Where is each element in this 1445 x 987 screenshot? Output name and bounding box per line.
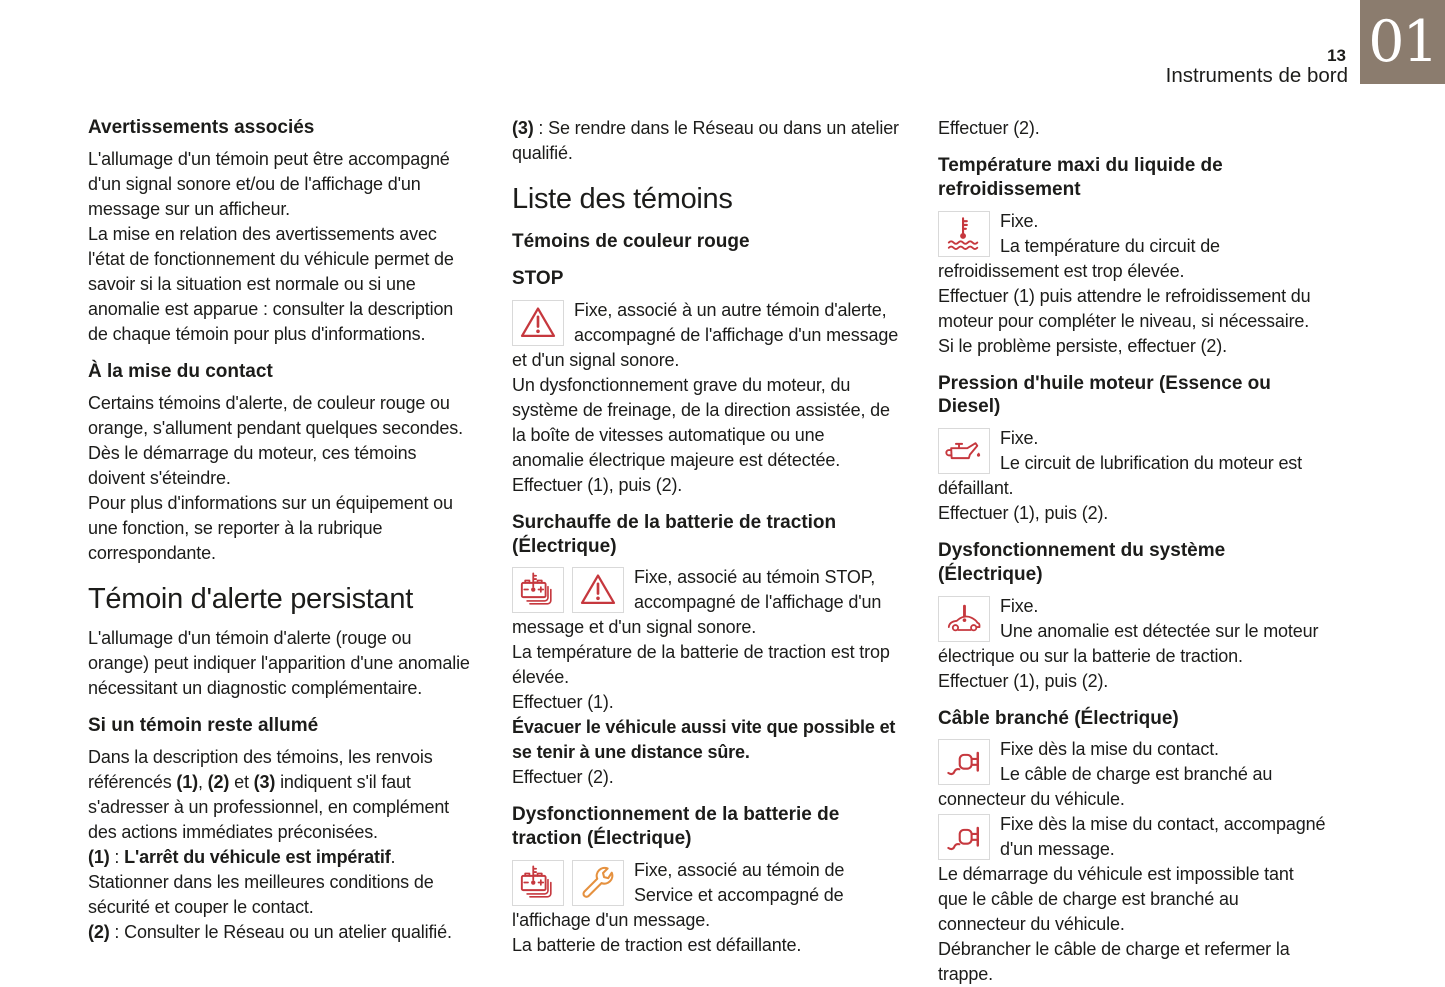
sub-heading: Pression d'huile moteur (Essence ou Diesel) bbox=[938, 372, 1271, 418]
text-run: . bbox=[390, 846, 396, 867]
paragraph bbox=[88, 626, 473, 701]
sub-heading: Câble branché (Électrique) bbox=[938, 707, 1179, 729]
text-run: La batterie de traction est défaillante. bbox=[512, 934, 802, 955]
text-run: Effectuer (1), puis (2). bbox=[512, 474, 683, 495]
paragraph bbox=[88, 920, 473, 945]
paragraph bbox=[512, 715, 899, 765]
text-run: Le circuit de lubrification du moteur est défaillant. bbox=[938, 453, 1303, 498]
paragraph bbox=[88, 147, 473, 222]
warning-triangle-icon bbox=[572, 567, 624, 613]
column-right bbox=[938, 116, 1328, 987]
paragraph bbox=[938, 937, 1328, 987]
paragraph bbox=[88, 491, 473, 566]
paragraph bbox=[512, 640, 899, 690]
paragraph bbox=[938, 426, 1328, 451]
indicator-icon-row bbox=[938, 428, 990, 474]
text-run: Fixe. bbox=[1000, 428, 1039, 448]
text-run: Fixe, associé à un autre témoin d'alerte, accompagné de l'affichage d'un message et d'un signal sonore. bbox=[512, 299, 899, 370]
bold-text: (3) bbox=[253, 771, 276, 792]
text-run: Effectuer (1), puis (2). bbox=[938, 670, 1109, 691]
chapter-tab bbox=[1360, 0, 1445, 84]
text-run: Dans la description des témoins, les renvois référencés bbox=[88, 746, 433, 792]
text-run: Fixe. bbox=[1000, 210, 1039, 231]
text-run: La mise en relation des avertissements avec l'état de fonctionnement du véhicule permet de savoir si la situation est normale ou si une anomalie est apparue : consulter la description de chaque témoin pour plus d'informations. bbox=[88, 223, 454, 344]
indicator-icon-row bbox=[938, 739, 990, 785]
wrench-icon bbox=[572, 860, 624, 906]
paragraph bbox=[512, 298, 899, 373]
text-run: Certains témoins d'alerte, de couleur rouge ou orange, s'allument pendant quelques secondes. Dès le démarrage du moteur, ces témoins doivent s'éteindre. bbox=[88, 392, 463, 488]
sub-heading: Avertissements associés bbox=[88, 117, 315, 138]
paragraph bbox=[88, 845, 473, 870]
paragraph bbox=[512, 765, 899, 790]
paragraph bbox=[938, 234, 1328, 284]
sub-heading: Température maxi du liquide de refroidissement bbox=[938, 155, 1223, 200]
text-run: : bbox=[109, 846, 125, 867]
paragraph bbox=[512, 473, 899, 498]
paragraph bbox=[512, 933, 899, 958]
page-content bbox=[88, 116, 1328, 987]
text-run: Un dysfonctionnement grave du moteur, du système de freinage, de la direction assistée, de la boîte de vitesses automatique ou une anomalie électrique majeure est détectée. bbox=[512, 374, 890, 470]
paragraph bbox=[938, 116, 1328, 141]
paragraph bbox=[938, 669, 1328, 694]
charging-cable-icon bbox=[938, 814, 990, 860]
sub-heading: Dysfonctionnement du système (Électrique) bbox=[938, 540, 1226, 585]
sub-heading: Surchauffe de la batterie de traction (Électrique) bbox=[512, 511, 837, 557]
paragraph bbox=[938, 501, 1328, 526]
paragraph bbox=[938, 762, 1328, 812]
paragraph bbox=[938, 451, 1328, 501]
column-left bbox=[88, 116, 473, 987]
indicator-icon-row bbox=[512, 567, 624, 613]
text-run: Effectuer (1) puis attendre le refroidissement du moteur pour compléter le niveau, si nécessaire. Si le problème persiste, effectuer (2). bbox=[938, 285, 1311, 356]
indicator-icon-row bbox=[938, 814, 990, 860]
text-run: indiquent s'il faut s'adresser à un professionnel, en complément des actions immédiates préconisées. bbox=[88, 771, 450, 842]
battery-temperature-icon bbox=[512, 860, 564, 906]
text-run: : Consulter le Réseau ou un atelier qualifié. bbox=[109, 921, 452, 942]
text-run: Le démarrage du véhicule est impossible tant que le câble de charge est branché au connecteur du véhicule. bbox=[938, 864, 1294, 935]
paragraph bbox=[938, 862, 1328, 937]
text-run: Effectuer (2). bbox=[938, 118, 1040, 138]
warning-triangle-icon bbox=[512, 300, 564, 346]
text-run: : Se rendre dans le Réseau ou dans un atelier qualifié. bbox=[512, 118, 899, 163]
sub-heading: STOP bbox=[512, 268, 564, 290]
sub-heading: Témoins de couleur rouge bbox=[512, 231, 750, 253]
paragraph bbox=[938, 737, 1328, 762]
paragraph bbox=[938, 594, 1328, 619]
text-run: L'allumage d'un témoin peut être accompagné d'un signal sonore et/ou de l'affichage d'un message sur un afficheur. bbox=[88, 148, 450, 219]
text-run: Pour plus d'informations sur un équipement ou une fonction, se reporter à la rubrique correspondante. bbox=[88, 492, 453, 563]
paragraph bbox=[512, 690, 899, 715]
paragraph bbox=[938, 284, 1328, 359]
indicator-icon-row bbox=[938, 596, 990, 642]
text-run: Fixe dès la mise du contact, accompagné d'un message. bbox=[1000, 814, 1326, 860]
text-run: Fixe, associé au témoin STOP, accompagné de l'affichage d'un message et d'un signal sonore. bbox=[512, 567, 882, 638]
text-run: Débrancher le câble de charge et refermer la trappe. bbox=[938, 939, 1290, 985]
sub-heading: Dysfonctionnement de la batterie de traction (Électrique) bbox=[512, 804, 840, 850]
sub-heading: Si un témoin reste allumé bbox=[88, 714, 319, 736]
text-run: Une anomalie est détectée sur le moteur électrique ou sur la batterie de traction. bbox=[938, 620, 1319, 666]
text-run: Stationner dans les meilleures conditions de sécurité et couper le contact. bbox=[88, 871, 434, 917]
text-run: et bbox=[229, 771, 254, 792]
text-run: La température du circuit de refroidissement est trop élevée. bbox=[938, 235, 1220, 281]
sub-heading: À la mise du contact bbox=[88, 360, 273, 382]
text-run: Le câble de charge est branché au connecteur du véhicule. bbox=[938, 764, 1273, 810]
column-center bbox=[512, 116, 899, 987]
paragraph bbox=[512, 373, 899, 473]
paragraph bbox=[88, 391, 473, 491]
paragraph bbox=[88, 745, 473, 845]
paragraph bbox=[512, 116, 899, 166]
bold-text: (2) bbox=[207, 771, 230, 792]
paragraph bbox=[88, 222, 473, 347]
text-run: Fixe. bbox=[1000, 595, 1039, 616]
chapter-number: 01 bbox=[1368, 9, 1437, 75]
text-run: Fixe dès la mise du contact. bbox=[1000, 739, 1219, 760]
battery-temperature-icon bbox=[512, 567, 564, 613]
text-run: Effectuer (1), puis (2). bbox=[938, 503, 1109, 523]
paragraph bbox=[938, 619, 1328, 669]
charging-cable-icon bbox=[938, 739, 990, 785]
section-heading: Témoin d'alerte persistant bbox=[88, 582, 413, 615]
bold-text: (3) bbox=[512, 118, 534, 138]
section-heading: Liste des témoins bbox=[512, 183, 733, 215]
bold-text: (2) bbox=[88, 921, 110, 942]
bold-text: Évacuer le véhicule aussi vite que possible et se tenir à une distance sûre. bbox=[512, 717, 896, 763]
car-fault-icon bbox=[938, 596, 990, 642]
indicator-icon-row bbox=[938, 211, 990, 257]
paragraph bbox=[88, 870, 473, 920]
text-run: L'allumage d'un témoin d'alerte (rouge ou orange) peut indiquer l'apparition d'une anomalie nécessitant un diagnostic complémentaire. bbox=[88, 627, 470, 698]
bold-text: (1) bbox=[176, 771, 198, 792]
page-number: 13 bbox=[1327, 46, 1346, 65]
bold-text: L'arrêt du véhicule est impératif bbox=[124, 846, 391, 867]
text-run: Effectuer (1). bbox=[512, 692, 614, 713]
paragraph bbox=[938, 812, 1328, 862]
oil-pressure-icon bbox=[938, 428, 990, 474]
indicator-icon-row bbox=[512, 300, 564, 346]
text-run: La température de la batterie de traction est trop élevée. bbox=[512, 642, 890, 688]
section-title: Instruments de bord bbox=[1165, 64, 1348, 87]
coolant-temperature-icon bbox=[938, 211, 990, 257]
bold-text: (1) bbox=[88, 846, 110, 867]
text-run: Effectuer (2). bbox=[512, 767, 614, 788]
text-run: Fixe, associé au témoin de Service et accompagné de l'affichage d'un message. bbox=[512, 859, 845, 930]
text-run: , bbox=[197, 771, 208, 792]
paragraph bbox=[938, 209, 1328, 234]
indicator-icon-row bbox=[512, 860, 624, 906]
